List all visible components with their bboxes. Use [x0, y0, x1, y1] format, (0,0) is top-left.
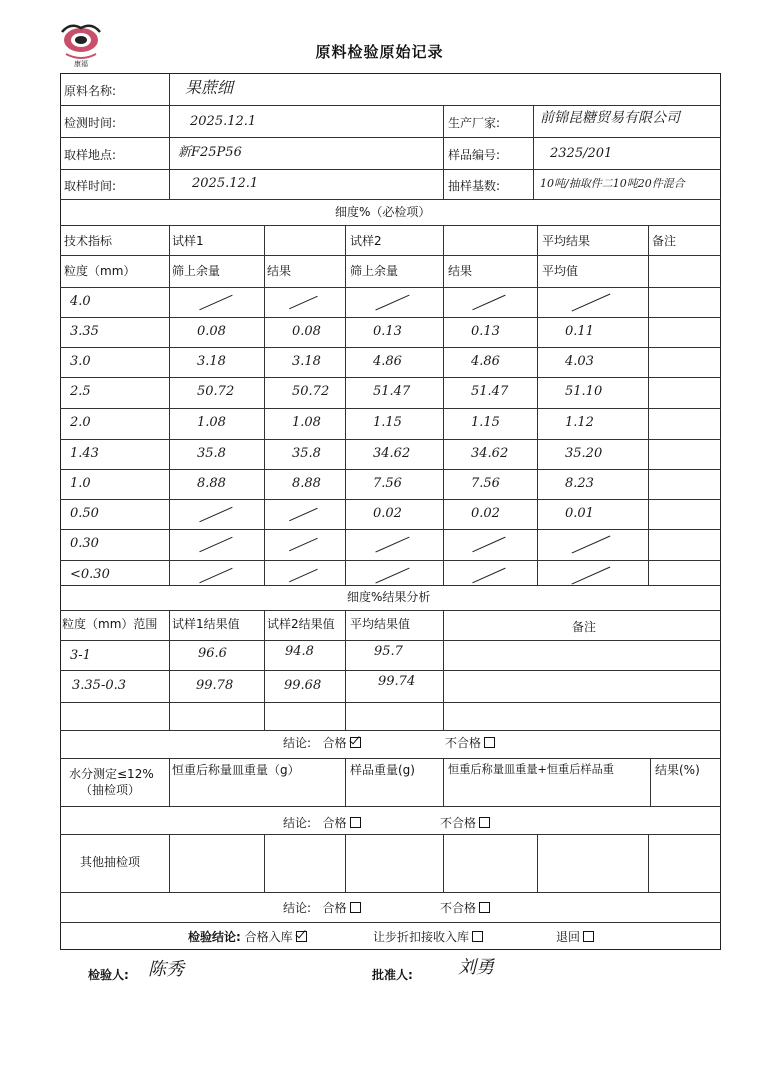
- grid-line: [169, 610, 170, 730]
- fineness-s2-3: 51.47: [373, 384, 411, 399]
- fineness-size-7: 0.50: [70, 506, 99, 521]
- analysis-section-title: 细度%结果分析: [347, 590, 431, 604]
- fineness-size-5: 1.43: [70, 446, 99, 461]
- analysis-row1-range: 3-1: [70, 648, 91, 663]
- fineness-avg-4: 1.12: [565, 415, 594, 430]
- header-avg-value: 平均值: [542, 264, 579, 278]
- grid-line: [60, 834, 721, 835]
- analysis-header-s1: 试样1结果值: [172, 617, 240, 631]
- grid-line: [60, 137, 721, 138]
- fineness-avg-1: 0.11: [565, 324, 594, 339]
- material-name-label: 原料名称:: [64, 84, 117, 98]
- grid-line: [60, 585, 721, 586]
- grid-line: [345, 225, 346, 585]
- fineness-s2-1: 0.13: [373, 324, 402, 339]
- approver-label: 批准人:: [372, 968, 413, 982]
- sample-no-label: 样品编号:: [448, 148, 501, 162]
- fineness-s1-6: 8.88: [197, 476, 226, 491]
- fineness-section-title: 细度%（必检项）: [335, 205, 431, 219]
- grid-line: [345, 834, 346, 892]
- grid-line: [648, 225, 649, 585]
- analysis-row1-v2: 94.8: [285, 644, 314, 659]
- fineness-r2-4: 1.15: [471, 415, 500, 430]
- fineness-r1-5: 35.8: [292, 446, 321, 461]
- approver-signature: 刘勇: [458, 957, 494, 978]
- grid-line: [60, 806, 721, 807]
- fineness-s1-4: 1.08: [197, 415, 226, 430]
- inspector-label: 检验人:: [88, 968, 129, 982]
- fineness-s2-4: 1.15: [373, 415, 402, 430]
- test-time-value: 2025.12.1: [190, 114, 257, 129]
- fineness-r1-3: 50.72: [292, 384, 330, 399]
- grid-line: [60, 439, 721, 440]
- grid-line: [533, 105, 534, 199]
- fineness-avg-6: 8.23: [565, 476, 594, 491]
- fineness-s1-2: 3.18: [197, 354, 226, 369]
- final-concession-option: 让步折扣接收入库: [373, 930, 483, 944]
- grid-line: [60, 610, 721, 611]
- analysis-row2-v1: 99.78: [196, 678, 234, 693]
- grid-line: [345, 758, 346, 806]
- analysis-row2-range: 3.35-0.3: [72, 678, 127, 693]
- grid-line: [60, 922, 721, 923]
- header-residue1: 筛上余量: [172, 264, 221, 278]
- analysis-row1-avg: 95.7: [374, 644, 403, 659]
- fineness-size-6: 1.0: [70, 476, 91, 491]
- header-sample2: 试样2: [350, 234, 382, 248]
- grid-line: [264, 834, 265, 892]
- moisture-conclusion: 结论: 合格: [283, 816, 361, 830]
- grid-line: [60, 255, 721, 256]
- base-value: 10吨/抽取件二10吨20件混合: [540, 177, 685, 190]
- header-tech-index: 技术指标: [64, 234, 113, 248]
- fineness-s2-7: 0.02: [373, 506, 402, 521]
- fineness-r2-6: 7.56: [471, 476, 500, 491]
- header-result2: 结果: [448, 264, 473, 278]
- other-label: 其他抽检项: [80, 855, 141, 869]
- grid-line: [60, 377, 721, 378]
- analysis-row1-v1: 96.6: [198, 646, 227, 661]
- moisture-header-result: 结果(%): [655, 763, 700, 777]
- grid-line: [443, 225, 444, 585]
- header-average: 平均结果: [542, 234, 591, 248]
- fineness-s1-1: 0.08: [197, 324, 226, 339]
- grid-line: [60, 408, 721, 409]
- header-size: 粒度（mm）: [64, 264, 136, 278]
- fineness-size-9: <0.30: [70, 567, 110, 582]
- other-pass-checkbox[interactable]: [350, 902, 361, 913]
- moisture-header-total: 恒重后称量皿重量+恒重后样品重: [448, 763, 614, 776]
- fineness-avg-3: 51.10: [565, 384, 603, 399]
- grid-line: [60, 499, 721, 500]
- analysis-header-remark: 备注: [572, 620, 597, 634]
- grid-line: [60, 670, 721, 671]
- sample-time-value: 2025.12.1: [192, 176, 259, 191]
- final-return-checkbox[interactable]: [583, 931, 594, 942]
- inspector-signature: 陈秀: [148, 959, 184, 980]
- moisture-fail-option: 不合格: [440, 816, 490, 830]
- grid-line: [345, 610, 346, 730]
- sample-place-label: 取样地点:: [64, 148, 117, 162]
- grid-line: [60, 317, 721, 318]
- fineness-r2-3: 51.47: [471, 384, 509, 399]
- grid-line: [60, 529, 721, 530]
- fineness-r1-1: 0.08: [292, 324, 321, 339]
- grid-line: [60, 169, 721, 170]
- moisture-fail-checkbox[interactable]: [479, 817, 490, 828]
- fineness-r2-1: 0.13: [471, 324, 500, 339]
- fineness-size-3: 2.5: [70, 384, 91, 399]
- manufacturer-value: 前锦昆糖贸易有限公司: [540, 110, 680, 126]
- material-name-value: 果蔗细: [185, 78, 234, 97]
- grid-line: [60, 105, 721, 106]
- header-remark: 备注: [652, 234, 677, 248]
- fineness-size-0: 4.0: [70, 294, 91, 309]
- header-sample1: 试样1: [172, 234, 204, 248]
- fineness-avg-7: 0.01: [565, 506, 594, 521]
- grid-line: [60, 730, 721, 731]
- analysis-row2-avg: 99.74: [378, 674, 416, 689]
- fineness-s1-3: 50.72: [197, 384, 235, 399]
- grid-line: [650, 758, 651, 806]
- fineness-size-2: 3.0: [70, 354, 91, 369]
- moisture-label-line2: （抽检项）: [80, 783, 141, 797]
- grid-line: [537, 834, 538, 892]
- fineness-size-4: 2.0: [70, 415, 91, 430]
- fineness-r2-5: 34.62: [471, 446, 509, 461]
- moisture-pass-checkbox[interactable]: [350, 817, 361, 828]
- grid-line: [169, 834, 170, 892]
- grid-line: [60, 287, 721, 288]
- analysis-pass-checkbox[interactable]: [350, 737, 361, 748]
- grid-line: [443, 105, 444, 199]
- grid-line: [169, 758, 170, 806]
- final-conclusion: 检验结论: 合格入库: [188, 930, 307, 944]
- grid-line: [60, 892, 721, 893]
- grid-line: [264, 225, 265, 585]
- fineness-avg-5: 35.20: [565, 446, 603, 461]
- grid-line: [443, 610, 444, 730]
- fineness-r2-2: 4.86: [471, 354, 500, 369]
- header-result1: 结果: [267, 264, 292, 278]
- grid-line: [443, 834, 444, 892]
- fineness-s1-5: 35.8: [197, 446, 226, 461]
- moisture-header-dish: 恒重后称量皿重量（g）: [172, 763, 300, 777]
- fineness-r1-4: 1.08: [292, 415, 321, 430]
- grid-line: [60, 640, 721, 641]
- grid-line: [60, 347, 721, 348]
- fineness-r2-7: 0.02: [471, 506, 500, 521]
- fineness-s2-6: 7.56: [373, 476, 402, 491]
- analysis-fail-checkbox[interactable]: [484, 737, 495, 748]
- sample-place-value: 新F25P56: [178, 145, 242, 160]
- other-fail-option: 不合格: [440, 901, 490, 915]
- fineness-size-1: 3.35: [70, 324, 99, 339]
- final-pass-checkbox[interactable]: [296, 931, 307, 942]
- grid-line: [60, 225, 721, 226]
- grid-line: [60, 469, 721, 470]
- grid-line: [169, 73, 170, 199]
- moisture-header-sample: 样品重量(g): [350, 763, 415, 777]
- base-label: 抽样基数:: [448, 179, 501, 193]
- grid-line: [60, 560, 721, 561]
- grid-line: [60, 702, 721, 703]
- grid-line: [443, 758, 444, 806]
- page-title: 原料检验原始记录: [315, 43, 444, 61]
- analysis-row2-v2: 99.68: [284, 678, 322, 693]
- moisture-label-line1: 水分测定≤12%: [69, 767, 154, 781]
- fineness-avg-2: 4.03: [565, 354, 594, 369]
- fineness-s2-2: 4.86: [373, 354, 402, 369]
- fineness-r1-2: 3.18: [292, 354, 321, 369]
- grid-line: [537, 225, 538, 585]
- test-time-label: 检测时间:: [64, 116, 117, 130]
- analysis-conclusion: 结论: 合格: [283, 736, 361, 750]
- sample-no-value: 2325/201: [550, 146, 613, 161]
- analysis-header-s2: 试样2结果值: [267, 617, 335, 631]
- fineness-s2-5: 34.62: [373, 446, 411, 461]
- grid-line: [169, 225, 170, 585]
- analysis-header-avg: 平均结果值: [350, 617, 411, 631]
- grid-line: [264, 610, 265, 730]
- fineness-r1-6: 8.88: [292, 476, 321, 491]
- final-return-option: 退回: [556, 930, 594, 944]
- fineness-size-8: 0.30: [70, 536, 99, 551]
- analysis-fail-option: 不合格: [445, 736, 495, 750]
- grid-line: [648, 834, 649, 892]
- grid-line: [60, 758, 721, 759]
- logo-lettering: 康福: [74, 60, 88, 68]
- other-conclusion: 结论: 合格: [283, 901, 361, 915]
- header-residue2: 筛上余量: [350, 264, 399, 278]
- final-concession-checkbox[interactable]: [472, 931, 483, 942]
- grid-line: [60, 199, 721, 200]
- sample-time-label: 取样时间:: [64, 179, 117, 193]
- other-fail-checkbox[interactable]: [479, 902, 490, 913]
- manufacturer-label: 生产厂家:: [448, 116, 501, 130]
- analysis-header-range: 粒度（mm）范围: [62, 617, 158, 631]
